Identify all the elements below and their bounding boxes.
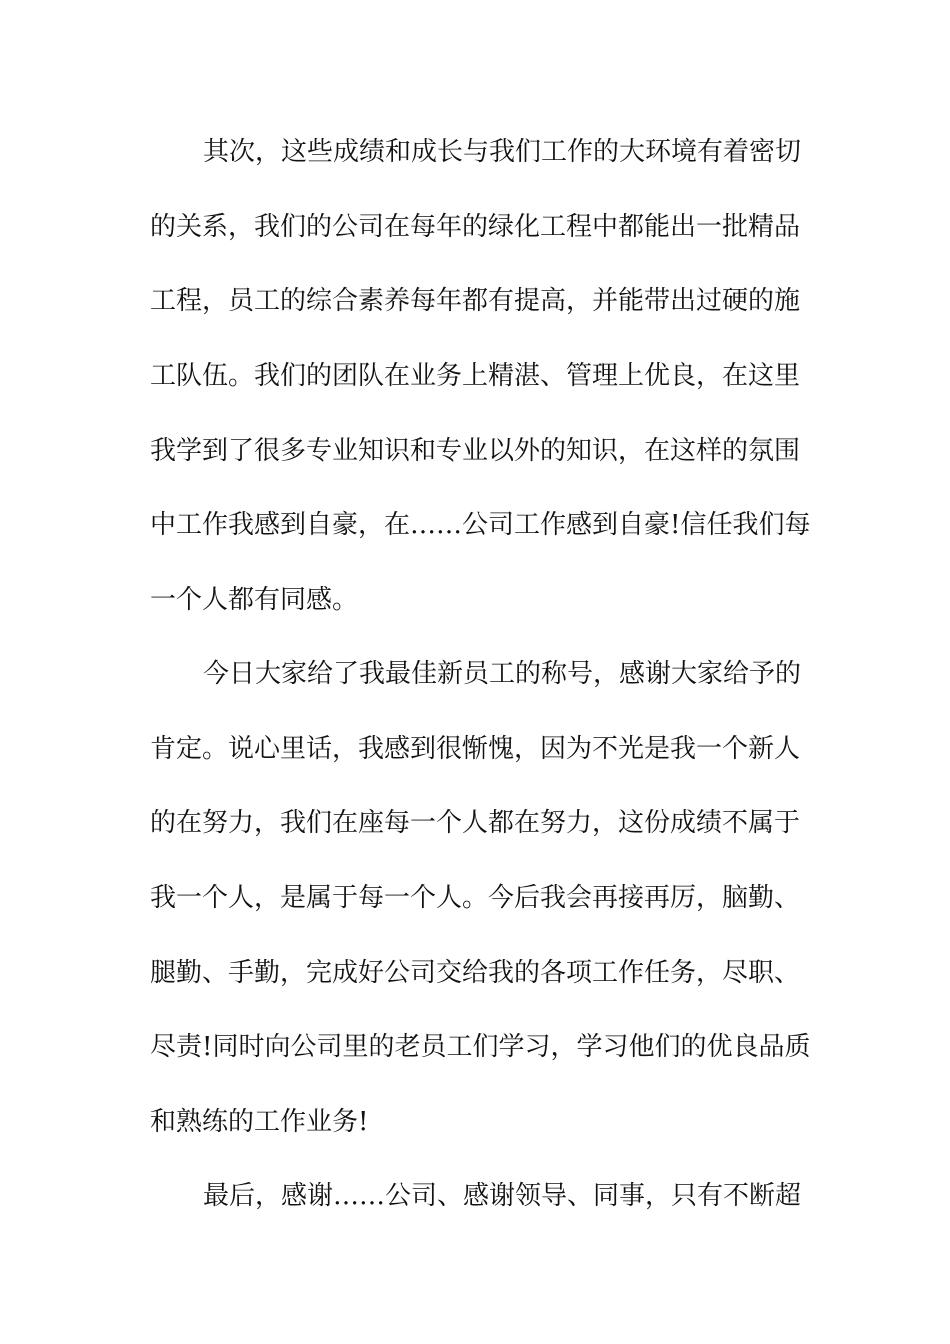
paragraph-1-line-5: 我学到了很多专业知识和专业以外的知识，在这样的氛围 (150, 436, 801, 466)
paragraph-2-line-2: 肯定。说心里话，我感到很惭愧，因为不光是我一个新人 (150, 734, 801, 764)
paragraph-1-line-6: 中工作我感到自豪，在……公司工作感到自豪!信任我们每 (150, 510, 811, 540)
paragraph-1-line-1: 其次，这些成绩和成长与我们工作的大环境有着密切 (203, 137, 802, 167)
paragraph-1-line-3: 工程，员工的综合素养每年都有提高，并能带出过硬的施 (150, 286, 801, 316)
paragraph-2-line-7: 和熟练的工作业务! (150, 1107, 369, 1137)
paragraph-2-line-3: 的在努力，我们在座每一个人都在努力，这份成绩不属于 (150, 808, 801, 838)
paragraph-2-line-4: 我一个人，是属于每一个人。今后我会再接再厉，脑勤、 (150, 883, 801, 913)
paragraph-1-line-4: 工队伍。我们的团队在业务上精湛、管理上优良，在这里 (150, 361, 801, 391)
paragraph-2-line-5: 腿勤、手勤，完成好公司交给我的各项工作任务，尽职、 (150, 958, 801, 988)
paragraph-2-line-6: 尽责!同时向公司里的老员工们学习，学习他们的优良品质 (150, 1032, 811, 1062)
paragraph-1-line-2: 的关系，我们的公司在每年的绿化工程中都能出一批精品 (150, 212, 801, 242)
paragraph-2-line-1: 今日大家给了我最佳新员工的称号，感谢大家给予的 (203, 659, 802, 689)
paragraph-3-line-1: 最后，感谢……公司、感谢领导、同事，只有不断超 (203, 1181, 802, 1211)
paragraph-1-line-7: 一个人都有同感。 (150, 585, 359, 615)
